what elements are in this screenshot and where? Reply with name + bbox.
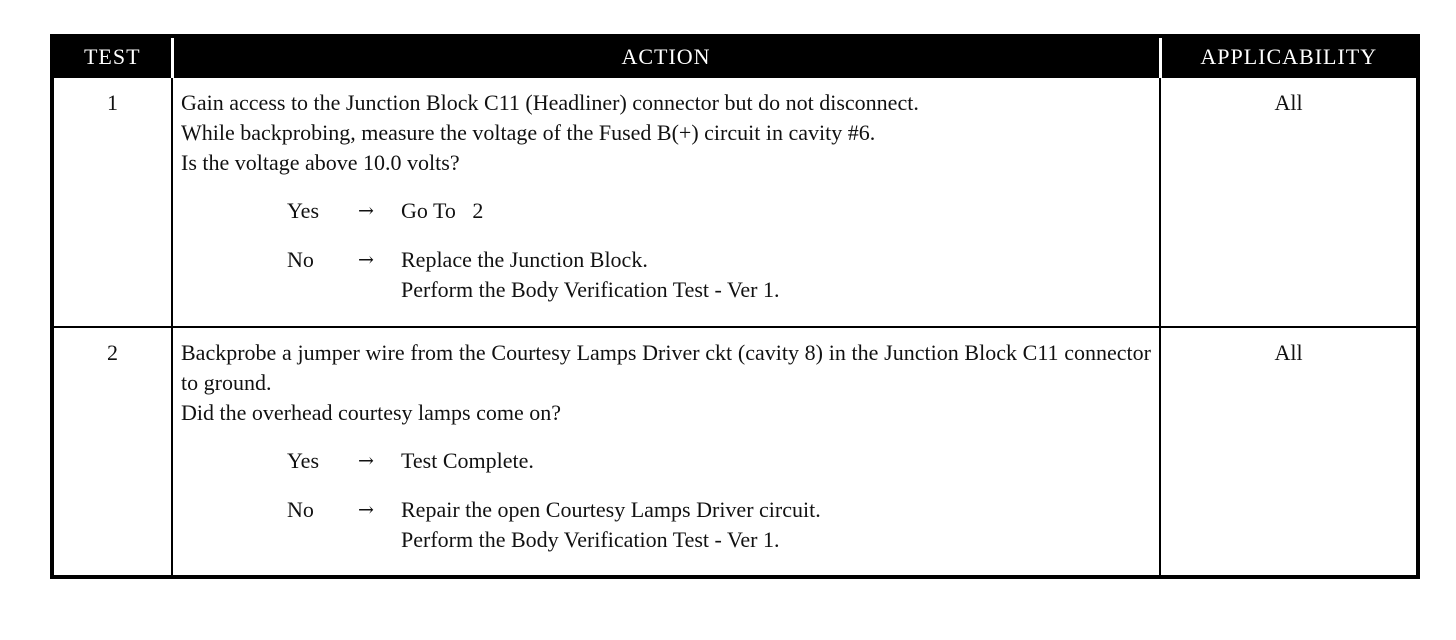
right-arrow-icon: → (358, 450, 374, 472)
no-outcome (287, 495, 1151, 555)
no-label: No (287, 247, 314, 272)
yes-result-text: Go To 2 (401, 198, 484, 223)
yes-result-text: Test Complete. (401, 448, 534, 473)
table-row (52, 327, 1418, 577)
table-row (52, 77, 1418, 327)
header-applicability: APPLICABILITY (1160, 36, 1418, 77)
right-arrow-icon: → (358, 249, 374, 271)
applicability-value: All (1160, 77, 1418, 327)
header-test: TEST (52, 36, 172, 77)
test-number: 1 (52, 77, 172, 327)
action-question: Is the voltage above 10.0 volts? (181, 150, 460, 175)
yes-outcome (287, 196, 1151, 226)
action-question: Did the overhead courtesy lamps come on? (181, 400, 561, 425)
table-header (52, 36, 1418, 77)
test-number: 2 (52, 327, 172, 577)
header-action: ACTION (172, 36, 1160, 77)
action-paragraph: Backprobe a jumper wire from the Courtesy Lamps Driver ckt (cavity 8) in the Junction Block C11 connector to ground. (181, 340, 1151, 395)
yes-label: Yes (287, 448, 320, 473)
no-result-line: Repair the open Courtesy Lamps Driver circuit. (401, 497, 821, 522)
right-arrow-icon: → (358, 200, 374, 222)
diagnostic-test-table (50, 34, 1420, 579)
right-arrow-icon: → (358, 499, 374, 521)
no-result (401, 245, 1151, 305)
yes-outcome (287, 446, 1151, 476)
action-cell (172, 327, 1160, 577)
action-cell (172, 77, 1160, 327)
no-outcome (287, 245, 1151, 305)
no-result-line: Perform the Body Verification Test - Ver 1. (401, 277, 780, 302)
yes-result (401, 446, 1151, 476)
yes-label: Yes (287, 198, 320, 223)
header-row (52, 36, 1418, 77)
action-line: While backprobing, measure the voltage of the Fused B(+) circuit in cavity #6. (181, 120, 876, 145)
no-result (401, 495, 1151, 555)
no-result-line: Perform the Body Verification Test - Ver 1. (401, 527, 780, 552)
action-line: Gain access to the Junction Block C11 (Headliner) connector but do not disconnect. (181, 90, 919, 115)
yes-result (401, 196, 1151, 226)
no-label: No (287, 497, 314, 522)
no-result-line: Replace the Junction Block. (401, 247, 648, 272)
applicability-value: All (1160, 327, 1418, 577)
